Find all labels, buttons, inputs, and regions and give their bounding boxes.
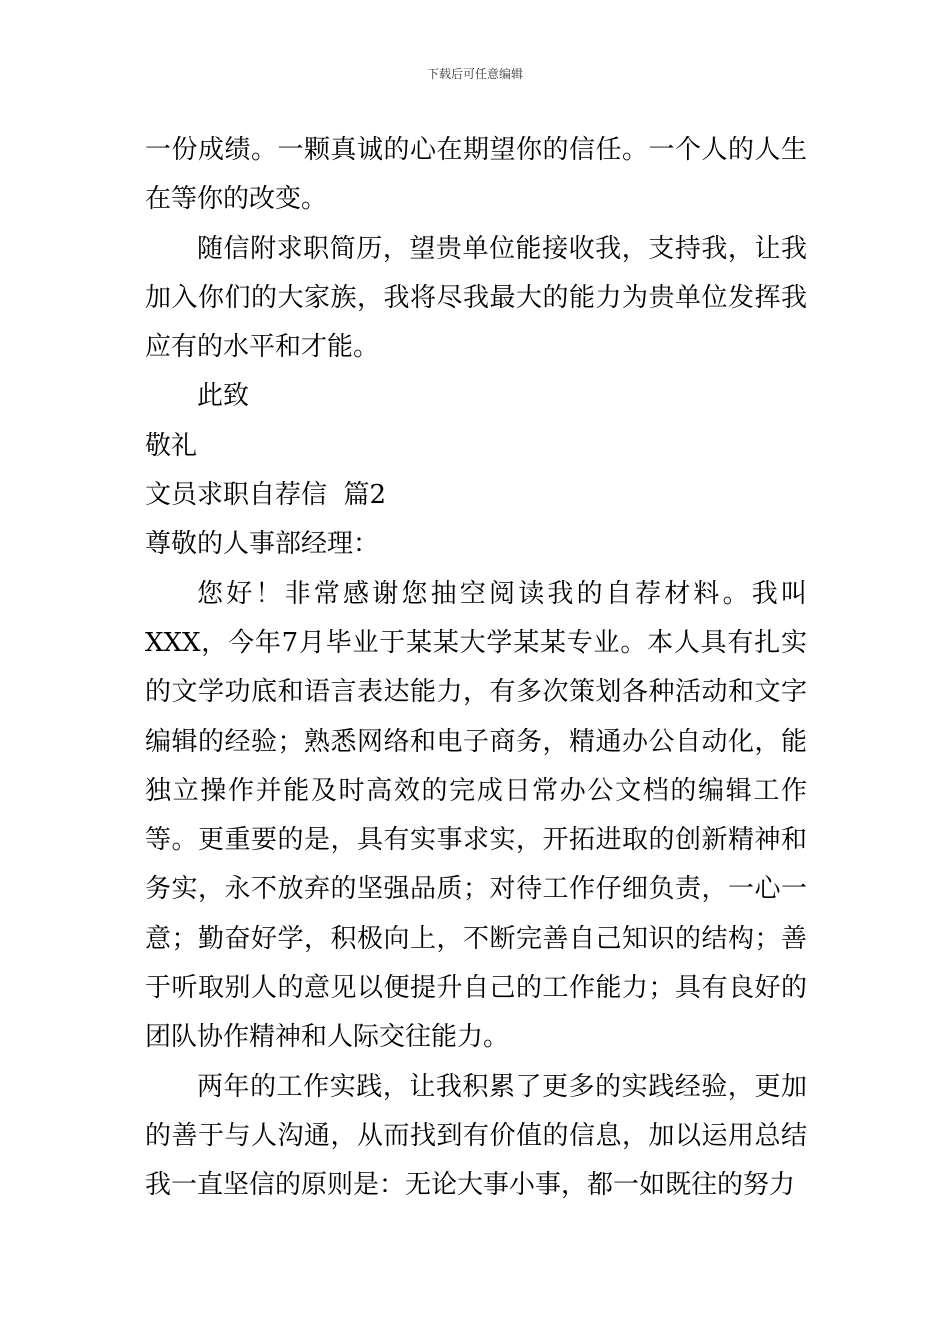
- paragraph-resume-note: 随信附求职简历，望贵单位能接收我，支持我，让我加入你们的大家族，我将尽我最大的能力为贵单位发挥我应有的水平和才能。: [145, 233, 807, 363]
- header-note: 下载后可任意编辑: [426, 67, 523, 81]
- paragraph-introduction: 您好！非常感谢您抽空阅读我的自荐材料。我叫XXX，今年7月毕业于某某大学某某专业。本人具有扎实的文学功底和语言表达能力，有多次策划各种活动和文字编辑的经验；熟悉网络和电子商务，精通办公自动化，能独立操作并能及时高效的完成日常办公文档的编辑工作等。更重要的是，具有实事求实，开拓进取的创新精神和务实，永不放弃的坚强品质；对待工作仔细负责，一心一意；勤奋好学，积极向上，不断完善自己知识的结构；善于听取别人的意见以便提升自己的工作能力；具有良好的团队协作精神和人际交往能力。: [145, 578, 807, 1053]
- paragraph-experience: 两年的工作实践，让我积累了更多的实践经验，更加的善于与人沟通，从而找到有价值的信息，加以运用总结我一直坚信的原则是：无论大事小事，都一如既往的努力: [145, 1071, 807, 1201]
- salutation: 尊敬的人事部经理：: [145, 529, 380, 560]
- document-body: [145, 126, 807, 1211]
- section-title: 文员求职自荐信 篇2: [145, 480, 387, 511]
- closing-regards: 此致: [197, 381, 250, 412]
- paragraph-continuation: 一份成绩。一颗真诚的心在期望你的信任。一个人的人生在等你的改变。: [145, 135, 807, 215]
- closing-salute: 敬礼: [145, 430, 198, 461]
